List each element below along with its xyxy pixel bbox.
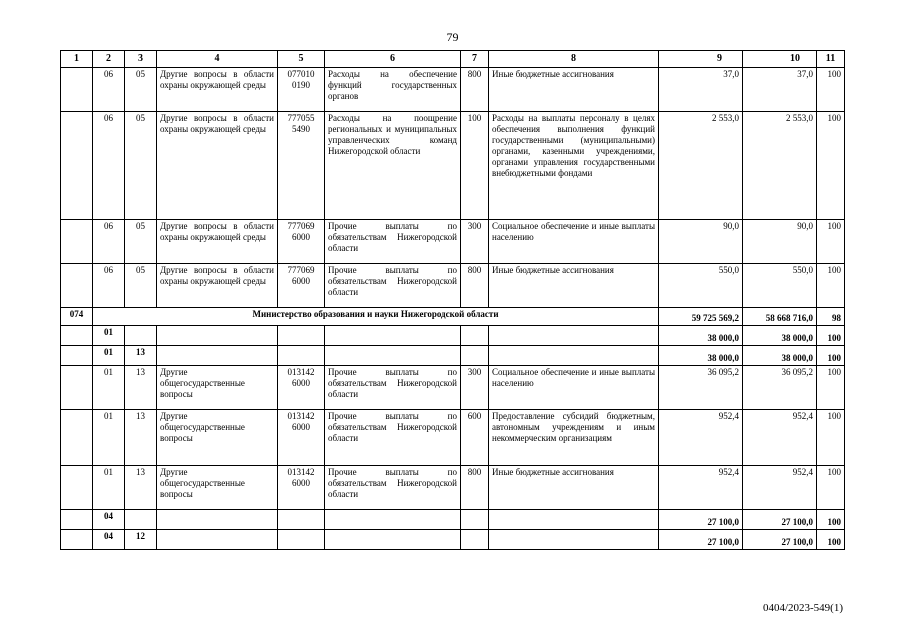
cell-subsection: 05 — [125, 220, 157, 264]
cell-section: 06 — [93, 264, 125, 308]
cell-empty — [61, 346, 93, 366]
cell-expense-type: 100 — [461, 112, 489, 220]
cell-section-name: Другие вопросы в области охраны окружающей среды — [157, 220, 278, 264]
section-total-row — [61, 326, 845, 346]
cell-plan: 38 000,0 — [659, 346, 743, 366]
cell-actual: 27 100,0 — [743, 510, 817, 530]
cell-empty — [157, 346, 278, 366]
cell-empty — [325, 326, 461, 346]
cell-section: 01 — [93, 366, 125, 410]
cell-plan: 37,0 — [659, 68, 743, 112]
cell-subsection: 13 — [125, 410, 157, 466]
table-row — [61, 410, 845, 466]
cell-plan: 27 100,0 — [659, 530, 743, 550]
cell-subsection: 13 — [125, 466, 157, 510]
cell-plan: 550,0 — [659, 264, 743, 308]
cell-expense-type: 800 — [461, 466, 489, 510]
cell-section-name: Другие вопросы в области охраны окружающей среды — [157, 68, 278, 112]
cell-expense-name: Иные бюджетные ассигнования — [489, 68, 659, 112]
cell-subsection: 13 — [125, 346, 157, 366]
cell-subsection: 05 — [125, 68, 157, 112]
cell-target-code: 013142 6000 — [278, 466, 325, 510]
cell-admin — [61, 366, 93, 410]
cell-expense-type: 300 — [461, 220, 489, 264]
cell-empty — [278, 326, 325, 346]
cell-percent: 100 — [817, 366, 845, 410]
cell-empty — [489, 510, 659, 530]
cell-admin — [61, 264, 93, 308]
cell-empty — [325, 510, 461, 530]
table-row — [61, 466, 845, 510]
cell-empty — [325, 346, 461, 366]
cell-expense-name: Иные бюджетные ассигнования — [489, 264, 659, 308]
cell-percent: 100 — [817, 112, 845, 220]
cell-section: 06 — [93, 68, 125, 112]
cell-expense-type: 600 — [461, 410, 489, 466]
cell-subsection: 12 — [125, 530, 157, 550]
cell-percent: 100 — [817, 220, 845, 264]
cell-expense-name: Иные бюджетные ассигнования — [489, 466, 659, 510]
cell-empty — [325, 530, 461, 550]
header-cell: 5 — [278, 51, 325, 68]
cell-section: 06 — [93, 220, 125, 264]
cell-section-name: Другие вопросы в области охраны окружающей среды — [157, 264, 278, 308]
table-row — [61, 264, 845, 308]
cell-target-code: 777069 6000 — [278, 220, 325, 264]
cell-empty — [461, 510, 489, 530]
cell-empty — [278, 346, 325, 366]
cell-empty — [461, 530, 489, 550]
cell-section: 01 — [93, 466, 125, 510]
header-cell: 1 — [61, 51, 93, 68]
cell-percent: 100 — [817, 466, 845, 510]
cell-plan: 952,4 — [659, 466, 743, 510]
cell-empty — [157, 530, 278, 550]
cell-target-code: 013142 6000 — [278, 410, 325, 466]
cell-expense-type: 300 — [461, 366, 489, 410]
cell-actual: 952,4 — [743, 466, 817, 510]
cell-actual: 2 553,0 — [743, 112, 817, 220]
table-row — [61, 220, 845, 264]
cell-subsection: 13 — [125, 366, 157, 410]
cell-section: 04 — [93, 510, 125, 530]
cell-subsection: 05 — [125, 264, 157, 308]
cell-section-name: Другие общегосударственные вопросы — [157, 410, 278, 466]
cell-percent: 100 — [817, 510, 845, 530]
cell-empty — [489, 326, 659, 346]
cell-empty — [61, 326, 93, 346]
cell-target-name: Прочие выплаты по обязательствам Нижегородской области — [325, 220, 461, 264]
document-code: 0404/2023-549(1) — [762, 602, 843, 614]
cell-percent: 100 — [817, 326, 845, 346]
cell-percent: 100 — [817, 346, 845, 366]
subsection-total-row — [61, 530, 845, 550]
cell-section-name: Другие общегосударственные вопросы — [157, 466, 278, 510]
cell-expense-type: 800 — [461, 264, 489, 308]
cell-admin — [61, 466, 93, 510]
cell-target-code: 013142 6000 — [278, 366, 325, 410]
cell-target-name: Прочие выплаты по обязательствам Нижегородской области — [325, 410, 461, 466]
cell-target-name: Прочие выплаты по обязательствам Нижегородской области — [325, 264, 461, 308]
cell-target-name: Расходы на поощрение региональных и муниципальных управленческих команд Нижегородской области — [325, 112, 461, 220]
cell-actual: 38 000,0 — [743, 326, 817, 346]
cell-section-name: Другие общегосударственные вопросы — [157, 366, 278, 410]
cell-target-code: 777069 6000 — [278, 264, 325, 308]
cell-percent: 98 — [817, 308, 845, 326]
cell-target-name: Прочие выплаты по обязательствам Нижегородской области — [325, 366, 461, 410]
cell-section: 04 — [93, 530, 125, 550]
cell-empty — [278, 510, 325, 530]
cell-plan: 59 725 569,2 — [659, 308, 743, 326]
ministry-title: Министерство образования и науки Нижегородской области — [93, 308, 659, 326]
cell-empty — [157, 326, 278, 346]
cell-actual: 952,4 — [743, 410, 817, 466]
cell-empty — [61, 530, 93, 550]
cell-percent: 100 — [817, 530, 845, 550]
cell-admin — [61, 68, 93, 112]
page-number: 79 — [446, 30, 459, 44]
cell-empty — [157, 510, 278, 530]
header-cell: 4 — [157, 51, 278, 68]
header-cell: 6 — [325, 51, 461, 68]
header-cell: 7 — [461, 51, 489, 68]
cell-plan: 27 100,0 — [659, 510, 743, 530]
cell-section: 01 — [93, 346, 125, 366]
header-cell: 10 — [743, 51, 817, 68]
cell-admin — [61, 112, 93, 220]
cell-subsection — [125, 326, 157, 346]
cell-section: 06 — [93, 112, 125, 220]
header-cell: 9 — [659, 51, 743, 68]
cell-actual: 37,0 — [743, 68, 817, 112]
cell-expense-name: Социальное обеспечение и иные выплаты населению — [489, 366, 659, 410]
table-row — [61, 112, 845, 220]
cell-plan: 38 000,0 — [659, 326, 743, 346]
cell-section-name: Другие вопросы в области охраны окружающей среды — [157, 112, 278, 220]
cell-admin — [61, 410, 93, 466]
cell-actual: 90,0 — [743, 220, 817, 264]
cell-empty — [461, 326, 489, 346]
section-total-row — [61, 510, 845, 530]
cell-subsection — [125, 510, 157, 530]
cell-empty — [489, 530, 659, 550]
cell-actual: 27 100,0 — [743, 530, 817, 550]
cell-target-name: Расходы на обеспечение функций государственных органов — [325, 68, 461, 112]
cell-percent: 100 — [817, 264, 845, 308]
cell-empty — [61, 510, 93, 530]
cell-target-name: Прочие выплаты по обязательствам Нижегородской области — [325, 466, 461, 510]
cell-admin-code: 074 — [61, 308, 93, 326]
cell-plan: 952,4 — [659, 410, 743, 466]
cell-actual: 550,0 — [743, 264, 817, 308]
cell-section: 01 — [93, 326, 125, 346]
cell-admin — [61, 220, 93, 264]
table-row — [61, 366, 845, 410]
header-cell: 11 — [817, 51, 845, 68]
cell-actual: 38 000,0 — [743, 346, 817, 366]
header-row — [61, 51, 845, 68]
cell-target-code: 077010 0190 — [278, 68, 325, 112]
cell-percent: 100 — [817, 68, 845, 112]
cell-expense-name: Социальное обеспечение и иные выплаты населению — [489, 220, 659, 264]
cell-actual: 58 668 716,0 — [743, 308, 817, 326]
cell-subsection: 05 — [125, 112, 157, 220]
header-cell: 2 — [93, 51, 125, 68]
cell-expense-type: 800 — [461, 68, 489, 112]
cell-section: 01 — [93, 410, 125, 466]
cell-percent: 100 — [817, 410, 845, 466]
cell-empty — [461, 346, 489, 366]
budget-table — [60, 50, 845, 550]
cell-actual: 36 095,2 — [743, 366, 817, 410]
header-cell: 8 — [489, 51, 659, 68]
header-cell: 3 — [125, 51, 157, 68]
cell-plan: 2 553,0 — [659, 112, 743, 220]
cell-empty — [278, 530, 325, 550]
cell-expense-name: Расходы на выплаты персоналу в целях обеспечения выполнения функций государственными (муниципальными) органами, казенными учреждениями, органами управления государственными внебюджетными фондами — [489, 112, 659, 220]
table-row — [61, 68, 845, 112]
ministry-row — [61, 308, 845, 326]
cell-plan: 90,0 — [659, 220, 743, 264]
cell-plan: 36 095,2 — [659, 366, 743, 410]
cell-expense-name: Предоставление субсидий бюджетным, автономным учреждениям и иным некоммерческим организациям — [489, 410, 659, 466]
cell-empty — [489, 346, 659, 366]
subsection-total-row — [61, 346, 845, 366]
cell-target-code: 777055 5490 — [278, 112, 325, 220]
